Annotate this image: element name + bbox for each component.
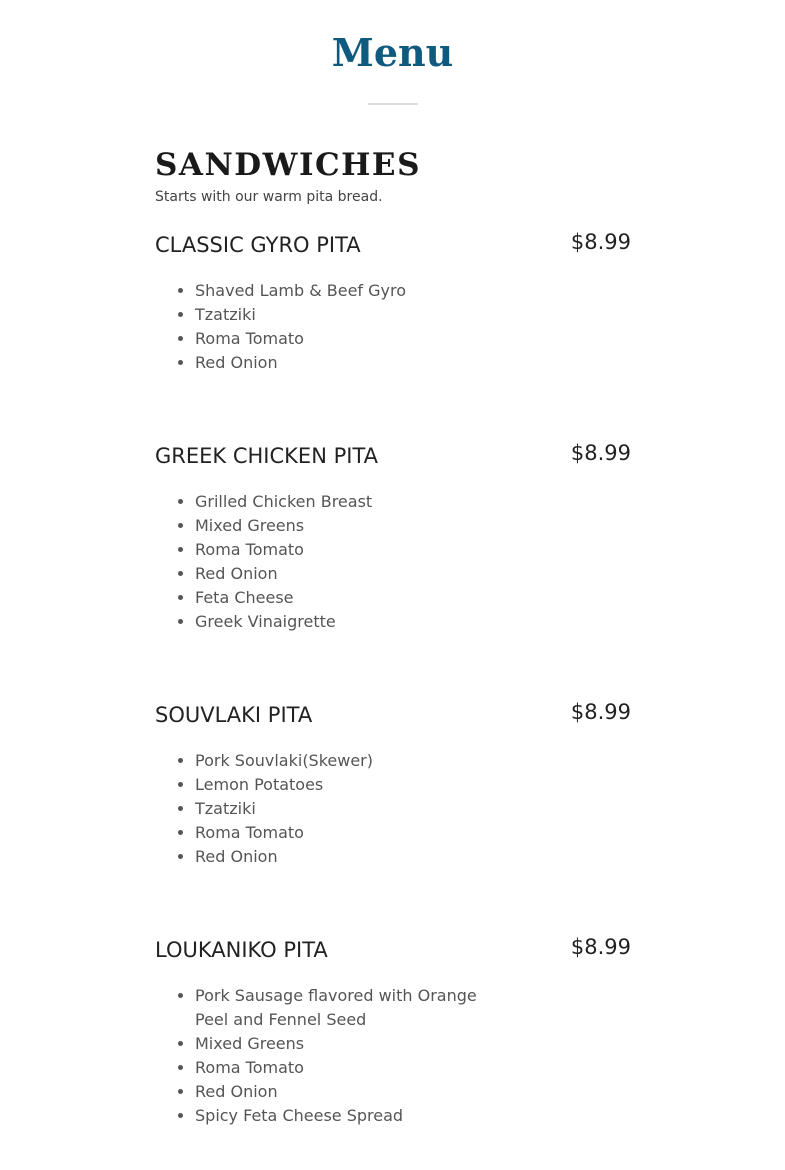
item-name: CLASSIC GYRO PITA	[155, 233, 361, 257]
ingredient-item: • Tzatziki	[195, 797, 495, 821]
ingredient-list	[155, 749, 495, 869]
ingredient-item: • Pork Sausage flavored with Orange Peel and Fennel Seed	[195, 984, 495, 1032]
ingredient-item: • Roma Tomato	[195, 1056, 495, 1080]
ingredient-item: • Red Onion	[195, 351, 495, 375]
item-price: $8.99	[570, 230, 631, 254]
ingredient-item: • Shaved Lamb & Beef Gyro	[195, 279, 495, 303]
ingredient-item: • Red Onion	[195, 1080, 495, 1104]
ingredient-item: • Roma Tomato	[195, 538, 495, 562]
ingredient-list	[155, 279, 495, 375]
item-name: GREEK CHICKEN PITA	[155, 444, 379, 468]
ingredient-item: • Roma Tomato	[195, 327, 495, 351]
section-title: SANDWICHES	[155, 147, 421, 183]
page-title: Menu	[331, 30, 454, 75]
ingredient-item: • Red Onion	[195, 845, 495, 869]
item-price: $8.99	[570, 935, 631, 959]
ingredient-item: • Red Onion	[195, 562, 495, 586]
section-subtitle: Starts with our warm pita bread.	[155, 189, 383, 205]
ingredient-item: • Greek Vinaigrette	[195, 610, 495, 634]
item-price: $8.99	[570, 441, 631, 465]
ingredient-item: • Roma Tomato	[195, 821, 495, 845]
ingredient-list	[155, 490, 495, 634]
ingredient-item: • Pork Souvlaki(Skewer)	[195, 749, 495, 773]
ingredient-item: • Grilled Chicken Breast	[195, 490, 495, 514]
item-name: LOUKANIKO PITA	[155, 938, 328, 962]
ingredient-item: • Spicy Feta Cheese Spread	[195, 1104, 495, 1128]
ingredient-item: • Feta Cheese	[195, 586, 495, 610]
ingredient-list	[155, 984, 495, 1128]
title-divider	[368, 103, 418, 105]
item-price: $8.99	[570, 700, 631, 724]
item-name: SOUVLAKI PITA	[155, 703, 313, 727]
ingredient-item: • Lemon Potatoes	[195, 773, 495, 797]
ingredient-item: • Tzatziki	[195, 303, 495, 327]
ingredient-item: • Mixed Greens	[195, 1032, 495, 1056]
ingredient-item: • Mixed Greens	[195, 514, 495, 538]
